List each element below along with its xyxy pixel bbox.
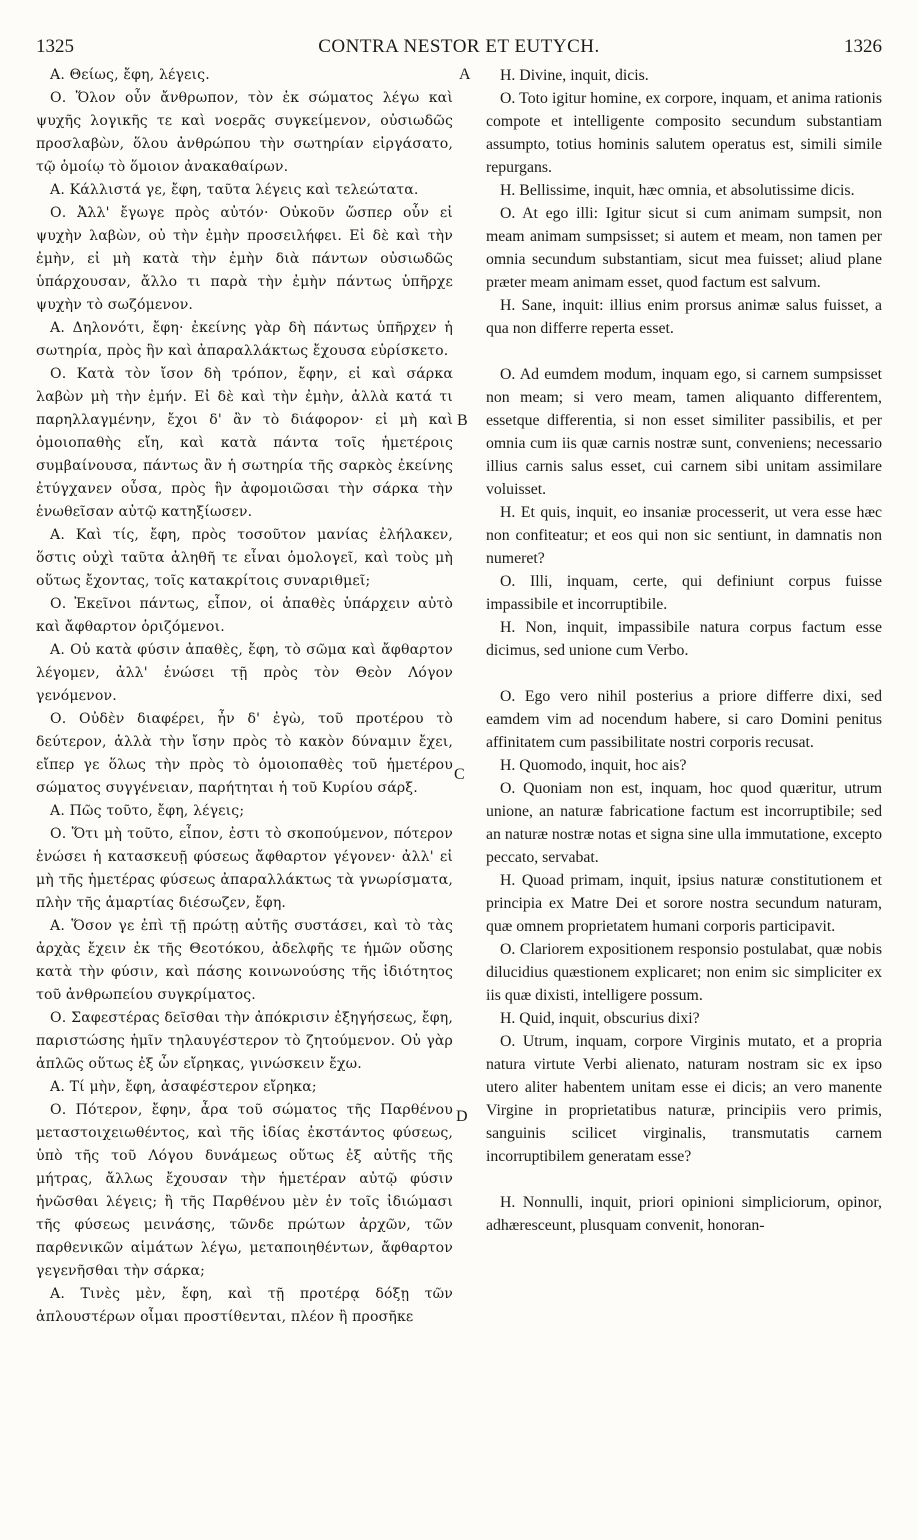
greek-paragraph: Α. Θείως, ἔφη, λέγεις.: [50, 67, 210, 83]
latin-paragraph: O. Ad eumdem modum, inquam ego, si carnem sumpsisset non meam; si vero meam, tamen aliquanto differentem, essetque differentia, si non esset similiter passibilis, et per omnia cum iis quæ carnis nostræ sunt, conveniens; necessario illius carnis salus esset, cui carnem sibi unitam assimilare voluisset.: [486, 366, 882, 498]
greek-paragraph: Α. Κάλλιστά γε, ἔφη, ταῦτα λέγεις καὶ τελεώτατα.: [50, 182, 419, 198]
greek-paragraph: Α. Καὶ τίς, ἔφη, πρὸς τοσοῦτον μανίας ἐλήλακεν, ὅστις οὐχὶ ταῦτα ἀληθῆ τε εἶναι ὁμολογεῖ, καὶ τοὺς μὴ οὕτως ἔχοντας, τοῖς κατακρίτοις συναριθμεῖ;: [36, 527, 453, 589]
greek-paragraph: Ο. Ὅλον οὖν ἄνθρωπον, τὸν ἐκ σώματος λέγω καὶ ψυχῆς λογικῆς τε καὶ νοερᾶς συγκείμενον, οὐσιωδῶς προσλαβὼν, ὅλου ἀνθρώπου τὴν σωτηρίαν εἰργάσατο, τῷ ὁμοίῳ τὸ ὅμοιον ἀνακαθαίρων.: [36, 90, 453, 175]
greek-paragraph: Α. Ὅσον γε ἐπὶ τῇ πρώτῃ αὐτῆς συστάσει, καὶ τὸ τὰς ἀρχὰς ἔχειν ἐκ τῆς Θεοτόκου, ἀδελφῆς τε ἡμῶν οὔσης κατὰ τὴν φύσιν, καὶ πάσης κοινωνούσης τῆς ἰδιότητος τοῦ ἀνθρωπείου συγκρίματος.: [36, 918, 453, 1003]
latin-paragraph: H. Quoad primam, inquit, ipsius naturæ constitutionem et principia ex Matre Dei et sorore nostra secundum naturam, quæ omnem proprietatem humani corporis participavit.: [486, 872, 882, 935]
page-number-right: 1326: [844, 36, 882, 57]
latin-paragraph: H. Sane, inquit: illius enim prorsus animæ salus fuisset, a qua non differre reperta esset.: [486, 297, 882, 337]
greek-paragraph: Α. Τί μὴν, ἔφη, ἀσαφέστερον εἴρηκα;: [50, 1079, 317, 1095]
latin-paragraph: H. Divine, inquit, dicis.: [500, 67, 649, 84]
latin-paragraph: H. Quomodo, inquit, hoc ais?: [500, 757, 687, 774]
latin-paragraph: H. Bellissime, inquit, hæc omnia, et absolutissime dicis.: [500, 182, 855, 199]
greek-paragraph: Ο. Κατὰ τὸν ἴσον δὴ τρόπον, ἔφην, εἰ καὶ σάρκα λαβὼν μὴ τὴν ἐμήν. Εἰ δὲ καὶ τὴν ἐμὴν, ἀλλὰ κατά τι παρηλλαγμένην, ἔχοι δ' ἂν τὸ διάφορον· εἰ μὴ καὶ ὁμοιοπαθὴς εἴη, καὶ κατὰ πάντα τοῖς ἡμετέροις συμβαίνουσα, πάντως ἂν ἡ σωτηρία τῆς σαρκὸς ἐκείνης ἐτύγχανεν οὖσα, πρὸς ἣν ἀφομοιῶσαι τὴν σάρκα τὴν ἑνωθεῖσαν αὐτῷ κατηξίωσεν.: [36, 366, 453, 520]
page-header: [36, 30, 882, 60]
latin-paragraph: H. Non, inquit, impassibile natura corpus factum esse dicimus, sed unione cum Verbo.: [486, 619, 882, 659]
greek-paragraph: Α. Οὐ κατὰ φύσιν ἀπαθὲς, ἔφη, τὸ σῶμα καὶ ἄφθαρτον λέγομεν, ἀλλ' ἑνώσει τῇ πρὸς τὸν Θεὸν Λόγον γενόμενον.: [36, 642, 453, 704]
greek-paragraph: Ο. Ὅτι μὴ τοῦτο, εἶπον, ἐστι τὸ σκοπούμενον, πότερον ἑνώσει ἡ κατασκευῇ φύσεως ἄφθαρτον γέγονεν· ἀλλ' εἰ μὴ τῆς ἡμετέρας φύσεως ἀπαραλλάκτως τὰ γνωρίσματα, πλὴν τῆς ἁμαρτίας διέσωζεν, ἔφη.: [36, 826, 453, 911]
latin-paragraph: O. Clariorem expositionem responsio postulabat, quæ nobis dilucidius quæstionem explicaret; non enim sic simpliciter ex iis quæ dixisti, intelligere possum.: [486, 941, 882, 1004]
margin-marker-d: D: [456, 1108, 468, 1125]
latin-paragraph: O. Toto igitur homine, ex corpore, inquam, et anima rationis compote et intelligente composito secundum substantiam assumpto, totius hominis salutem operatus est, simili simile repurgans.: [486, 90, 882, 176]
latin-paragraph: H. Quid, inquit, obscurius dixi?: [500, 1010, 700, 1027]
latin-paragraph: O. At ego illi: Igitur sicut si cum animam sumpsit, non meam animam sumpsisset; si autem et meam, non tamen per omnia secundum substantiam, sicut mea fuisset; aliud plane præter meam animam esset, quod factum est salvum.: [486, 205, 882, 291]
latin-paragraph: O. Ego vero nihil posterius a priore differre dixi, sed eamdem vim ad nocendum habere, si caro Domini penitus affinitatem cum passibilitate nostri corporis recusat.: [486, 688, 882, 751]
greek-text-column: [36, 64, 453, 1329]
greek-paragraph: Α. Δηλονότι, ἔφη· ἐκείνης γὰρ δὴ πάντως ὑπῆρχεν ἡ σωτηρία, πρὸς ἣν καὶ ἀπαραλλάκτως ἔχουσα εὑρίσκετο.: [36, 320, 453, 359]
latin-paragraph: H. Nonnulli, inquit, priori opinioni simpliciorum, opinor, adhæresceunt, plusquam convenit, honoran-: [486, 1194, 882, 1234]
margin-marker-c: C: [454, 766, 465, 783]
latin-paragraph: O. Illi, inquam, certe, qui definiunt corpus fuisse impassibile et incorruptibile.: [486, 573, 882, 613]
greek-paragraph: Α. Πῶς τοῦτο, ἔφη, λέγεις;: [50, 803, 245, 819]
greek-paragraph: Α. Τινὲς μὲν, ἔφη, καὶ τῇ προτέρᾳ δόξῃ τῶν ἁπλουστέρων οἶμαι προστίθενται, πλέον ἢ προσῆκε: [36, 1286, 453, 1325]
margin-marker-a: A: [459, 66, 471, 83]
page-number-left: 1325: [36, 36, 74, 57]
running-title: CONTRA NESTOR ET EUTYCH.: [318, 36, 600, 57]
greek-paragraph: Ο. Ἐκεῖνοι πάντως, εἶπον, οἱ ἀπαθὲς ὑπάρχειν αὐτὸ καὶ ἄφθαρτον ὁριζόμενοι.: [36, 596, 453, 635]
latin-text-column: [486, 64, 882, 1237]
greek-paragraph: Ο. Πότερον, ἔφην, ἆρα τοῦ σώματος τῆς Παρθένου μεταστοιχειωθέντος, καὶ τῆς ἰδίας ἐκστάντος φύσεως, ὑπὸ τῆς τοῦ Λόγου δυνάμεως οὕτως ἐξ αὐτῆς τῆς μήτρας, ἄλλως ἔχουσαν τὴν ἡμετέραν αὐτῷ φύσιν ἡνῶσθαι λέγεις; ἢ τῆς Παρθένου μὲν ἐν τοῖς ἰδιώμασι τῆς φύσεως μεινάσης, τῶνδε πρώτων ἀρχῶν, τῶν παρθενικῶν αἱμάτων λέγω, μεταποιηθέντων, ἄφθαρτον γεγενῆσθαι τὴν σάρκα;: [36, 1102, 453, 1279]
greek-paragraph: Ο. Οὐδὲν διαφέρει, ἦν δ' ἐγὼ, τοῦ προτέρου τὸ δεύτερον, ἀλλὰ τὴν ἴσην πρὸς τὸ κακὸν δύναμιν ἔχει, εἴπερ γε ὅλως τὴν πρὸς τὸ ὁμοιοπαθὲς τοῦ ἡμετέρου σώματος συγγένειαν, παρήτηται ἡ τοῦ Κυρίου σάρξ.: [36, 711, 453, 796]
greek-paragraph: Ο. Ἀλλ' ἔγωγε πρὸς αὐτόν· Οὐκοῦν ὥσπερ οὖν εἰ ψυχὴν λαβὼν, οὐ τὴν ἐμὴν προσειλήφει. Εἰ δὲ καὶ τὴν ἐμὴν, εἰ μὴ κατὰ τὴν ἐμὴν διὰ πάντων οὐσιωδῶς ὑπάρχουσαν, ἄλλο τι παρὰ τὴν ἐμὴν πάντως ὑπῆρχε ψυχὴν τὸ σωζόμενον.: [36, 205, 453, 313]
greek-paragraph: Ο. Σαφεστέρας δεῖσθαι τὴν ἀπόκρισιν ἐξηγήσεως, ἔφη, παριστώσης ἡμῖν τηλαυγέστερον τὸ ζητούμενον. Οὐ γὰρ ἁπλῶς οὕτως ἐξ ὧν εἴρηκας, γινώσκειν ἔχω.: [36, 1010, 453, 1072]
latin-paragraph: O. Quoniam non est, inquam, hoc quod quæritur, utrum unione, an naturæ fabricatione factum est incorruptibile; sed an naturæ nostræ notas et signa sine ulla immutatione, excepto peccato, servabat.: [486, 780, 882, 866]
margin-marker-b: B: [457, 412, 468, 429]
latin-paragraph: H. Et quis, inquit, eo insaniæ processerit, ut vera esse hæc non confiteatur; et eos qui non sic sentiunt, in damnatis non numeret?: [486, 504, 882, 567]
latin-paragraph: O. Utrum, inquam, corpore Virginis mutato, et a propria natura virtute Verbi alienato, naturam nostram sic ex ipso utero aliter habentem unitam esse ei dicis; an vero manente Virgine in proprietatibus naturæ, principiis vero primis, sanguinis scilicet virginalis, transmutatis carnem incorruptibilem generatam esse?: [486, 1033, 882, 1165]
